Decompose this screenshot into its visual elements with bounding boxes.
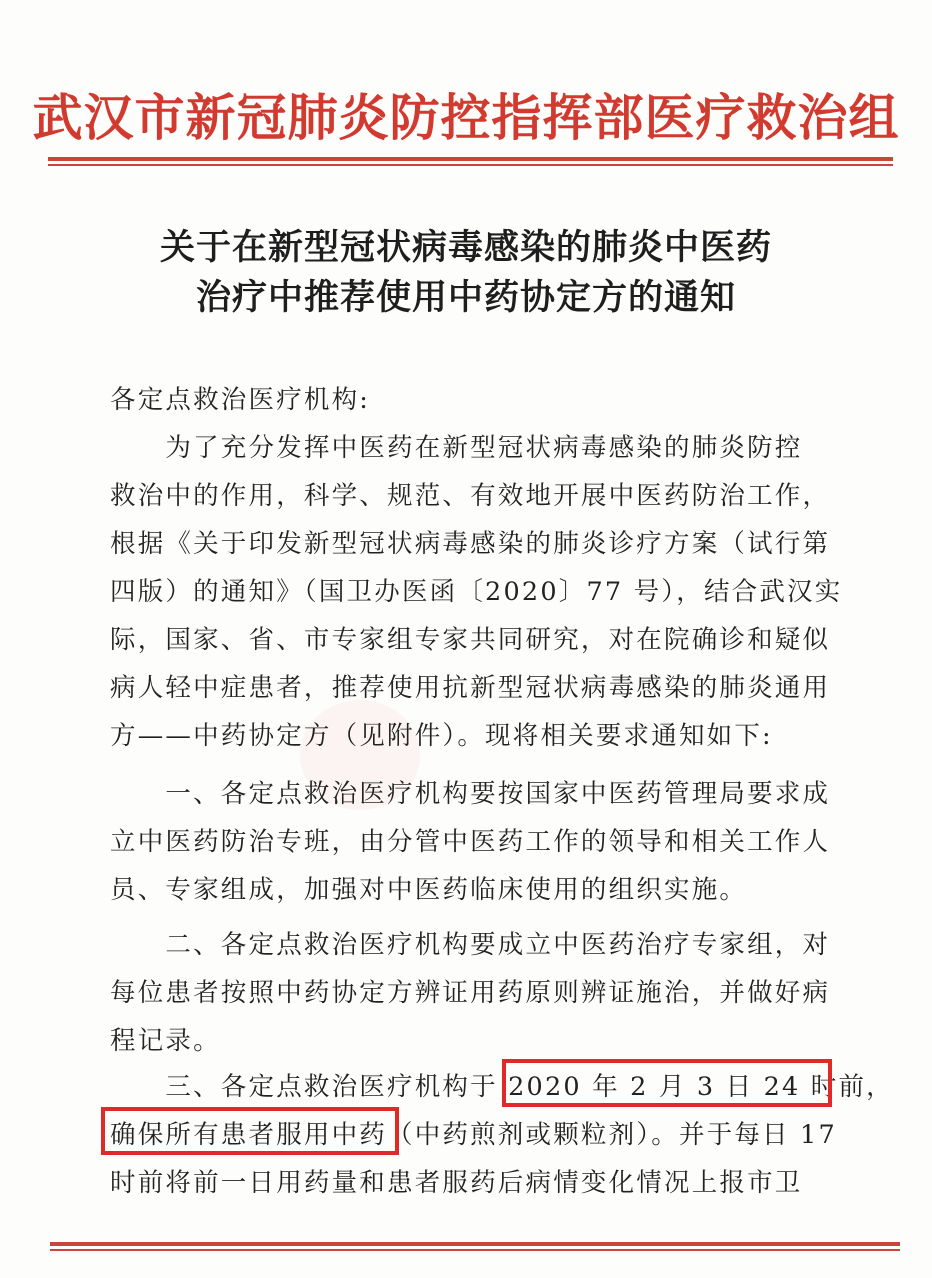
body-line: 程记录。 [110, 1026, 221, 1056]
body-line: 救治中的作用，科学、规范、有效地开展中医药防治工作， [110, 481, 831, 511]
deadline-highlight-box [502, 1059, 832, 1107]
body-line: 病人轻中症患者，推荐使用抗新型冠状病毒感染的肺炎通用 [110, 673, 831, 703]
document-title-line-1: 关于在新型冠状病毒感染的肺炎中医药 [159, 228, 772, 268]
salutation-line: 各定点救治医疗机构: [110, 385, 371, 415]
requirement-highlight-box [101, 1107, 399, 1155]
body-line: 一、各定点救治医疗机构要按国家中医药管理局要求成 [110, 779, 831, 809]
header-rule-thin [48, 164, 893, 166]
body-line: 四版）的通知》（国卫办医函〔2020〕77 号），结合武汉实 [110, 577, 843, 607]
body-line: 时前将前一日用药量和患者服药后病情变化情况上报市卫 [110, 1168, 803, 1198]
footer-rule-thick [50, 1242, 900, 1246]
body-line: 方——中药协定方（见附件）。现将相关要求通知如下: [110, 721, 773, 751]
body-line: 为了充分发挥中医药在新型冠状病毒感染的肺炎防控 [110, 433, 803, 463]
body-line: 二、各定点救治医疗机构要成立中医药治疗专家组，对 [110, 930, 831, 960]
body-line: 际，国家、省、市专家组专家共同研究，对在院确诊和疑似 [110, 625, 831, 655]
document-title-line-2: 治疗中推荐使用中药协定方的通知 [195, 278, 736, 318]
body-line: 确保所有患者服用中药（中药煎剂或颗粒剂）。并于每日 17 [110, 1120, 837, 1150]
body-line: 员、专家组成，加强对中医药临床使用的组织实施。 [110, 875, 748, 905]
organization-header: 武汉市新冠肺炎防控指挥部医疗救治组 [32, 89, 900, 147]
body-line: 立中医药防治专班，由分管中医药工作的领导和相关工作人 [110, 827, 831, 857]
header-rule-thick [48, 157, 893, 161]
body-line: 三、各定点救治医疗机构于 2020 年 2 月 3 日 24 时前， [110, 1072, 894, 1102]
footer-rule-thin [50, 1249, 900, 1251]
body-line: 根据《关于印发新型冠状病毒感染的肺炎诊疗方案（试行第 [110, 529, 831, 559]
body-line: 每位患者按照中药协定方辨证用药原则辨证施治，并做好病 [110, 978, 831, 1008]
